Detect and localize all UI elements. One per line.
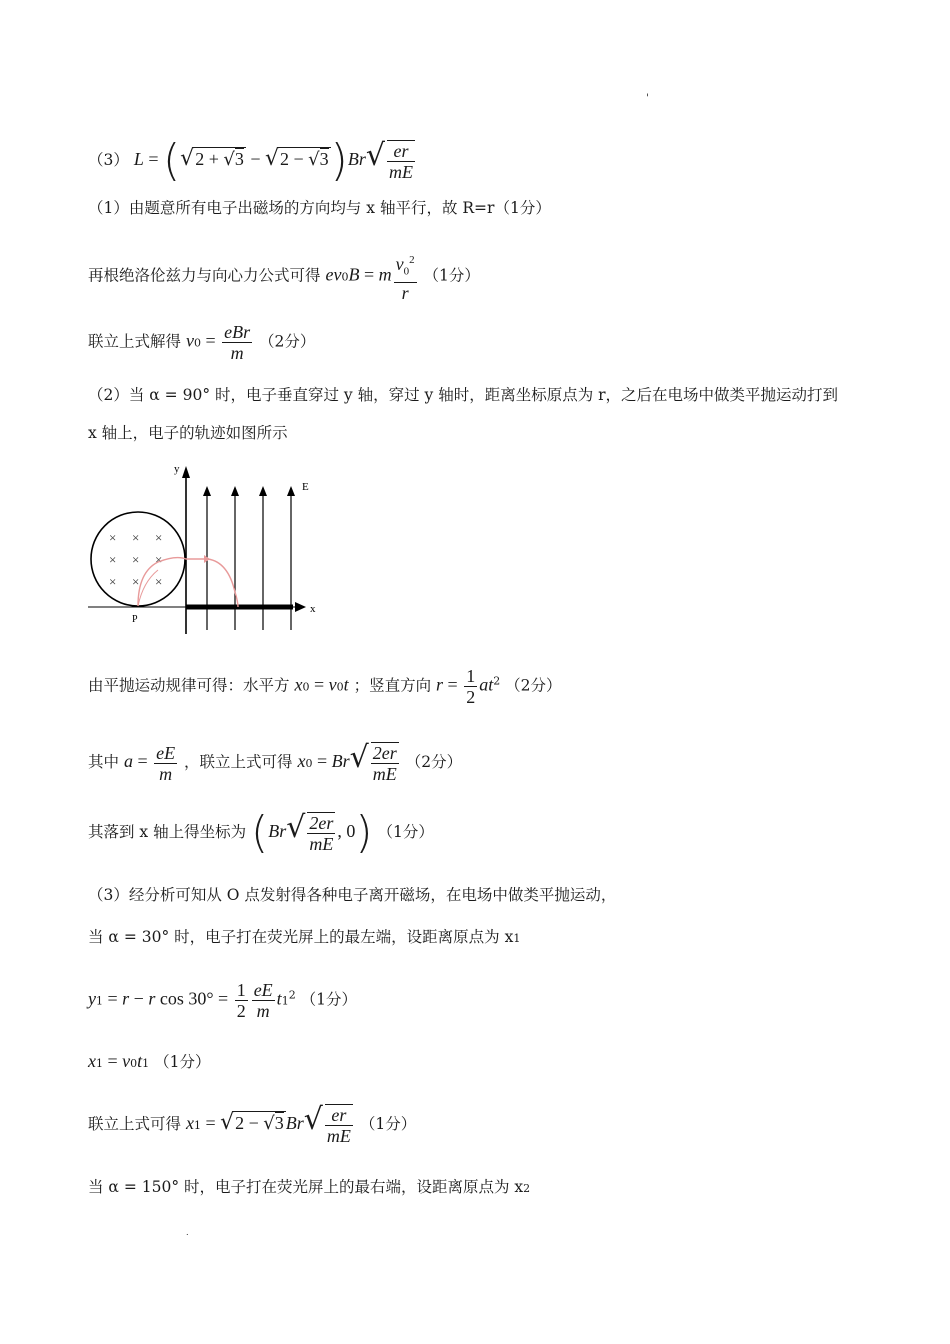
footer-dot: . <box>186 1228 189 1237</box>
para-4-line1: （2）当 α = 90° 时，电子垂直穿过 y 轴，穿过 y 轴时，距离坐标原点为 r，之后在电场中做类平抛运动打到 <box>88 386 839 404</box>
para-2-score: （1分） <box>423 266 480 285</box>
svg-text:×: × <box>155 530 163 545</box>
para-3-score: （2分） <box>259 332 316 351</box>
svg-text:×: × <box>155 552 163 567</box>
para-3-lead: 联立上式解得 <box>88 332 182 351</box>
para-2: 再根绝洛伦兹力与向心力公式可得 ev0B = m $\frac{v_0^2}{r}$ （1分） <box>88 250 480 290</box>
para-6-lead: 其中 <box>88 753 120 771</box>
para-5-score: （2分） <box>505 676 562 695</box>
para-12: 联立上式可得 x1 = √2 − √3 Br√ $\frac{er}{mE}$ （1分） <box>88 1102 417 1146</box>
trajectory-figure <box>88 462 338 642</box>
field-label: E <box>302 481 309 493</box>
point-p-label: P <box>132 614 138 625</box>
svg-text:×: × <box>109 530 117 545</box>
para-9-text: 当 α = 30° 时，电子打在荧光屏上的最左端，设距离原点为 x <box>88 928 514 946</box>
para-4-line2: x 轴上，电子的轨迹如图所示 <box>88 424 288 442</box>
para-7-score: （1分） <box>377 823 434 841</box>
para-5-mid: ；竖直方向 <box>353 676 432 695</box>
para-3: 联立上式解得 v0 = $\frac{\text{eBr}}{m}$ （2分） <box>88 322 316 363</box>
svg-text:×: × <box>132 552 140 567</box>
svg-text:×: × <box>155 574 163 589</box>
para-5: 由平抛运动规律可得：水平方 x0 = v0t ；竖直方向 r = $\frac{1}{2}$ $at^2$ （2分） <box>88 666 562 707</box>
para-1: （1）由题意所有电子出磁场的方向均与 x 轴平行，故 R=r（1分） <box>88 199 551 217</box>
para-6: 其中 a = $\frac{eE}{m}$ ，联立上式可得 x0 = Br√ $\frac{2er}{mE}$ （2分） <box>88 740 463 784</box>
y-axis-label: y <box>174 463 180 475</box>
para-12-lead: 联立上式可得 <box>88 1115 182 1133</box>
para-6-score: （2分） <box>405 753 463 771</box>
para-2-lead: 再根绝洛伦兹力与向心力公式可得 <box>88 266 321 285</box>
answer-3-line: （3） L = (√2 + √3 − √2 − √3)Br√ $\frac{er}{mE}$ <box>88 135 413 186</box>
svg-text:×: × <box>132 530 140 545</box>
para-7-lead: 其落到 x 轴上得坐标为 <box>88 823 247 841</box>
svg-text:×: × <box>109 552 117 567</box>
svg-text:×: × <box>109 574 117 589</box>
electron-track <box>138 558 238 607</box>
para-8: （3）经分析可知从 O 点发射得各种电子离开磁场，在电场中做类平抛运动， <box>88 886 617 904</box>
answer-3-label: （3） <box>88 151 129 169</box>
para-5-lead: 由平抛运动规律可得：水平方 <box>88 676 290 695</box>
para-11-score: （1分） <box>154 1053 211 1071</box>
field-crosses <box>109 530 162 589</box>
x-axis-label: x <box>310 603 316 615</box>
para-6-mid: ，联立上式可得 <box>184 753 293 771</box>
para-10: y1 = r − r cos 30° = $\frac{1}{2}$ $\frac{eE}{m}$ $t1^2$ （1分） <box>88 980 357 1021</box>
para-7: 其落到 x 轴上得坐标为 (Br√ $\frac{2er}{mE}$ , 0) （1分） <box>88 807 434 858</box>
para-13: 当 α = 150° 时，电子打在荧光屏上的最右端，设距离原点为 x2 <box>88 1178 531 1196</box>
para-9: 当 α = 30° 时，电子打在荧光屏上的最左端，设距离原点为 x1 <box>88 928 521 946</box>
dot-mark: ' <box>646 93 649 104</box>
para-12-score: （1分） <box>359 1115 417 1133</box>
svg-text:×: × <box>132 574 140 589</box>
para-10-score: （1分） <box>300 990 357 1009</box>
para-13-text: 当 α = 150° 时，电子打在荧光屏上的最右端，设距离原点为 x <box>88 1178 524 1196</box>
para-11: x1 = v0t1 （1分） <box>88 1051 211 1071</box>
